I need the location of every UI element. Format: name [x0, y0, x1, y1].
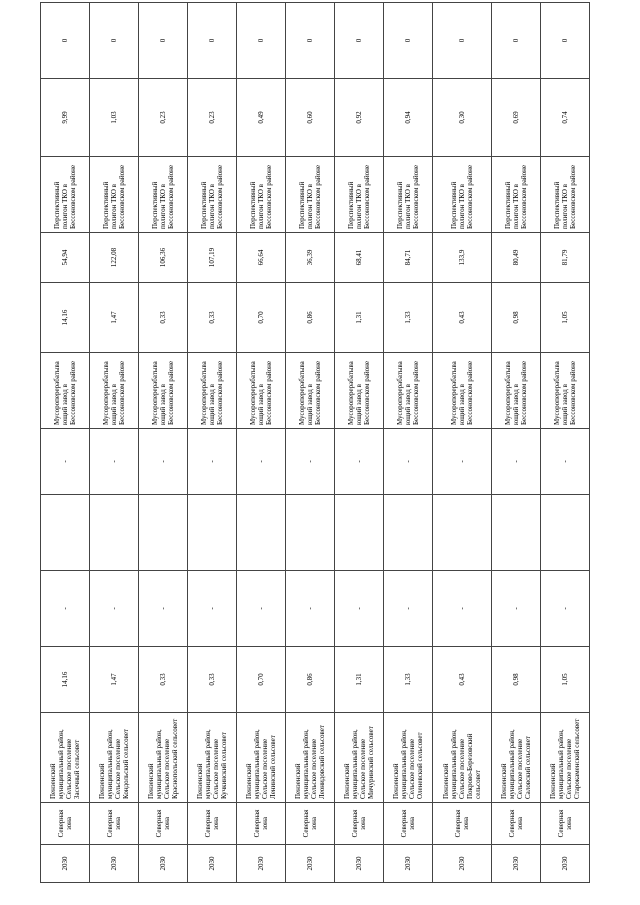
dash-cell-2: -: [540, 429, 589, 495]
landfill-cell: Перспективный полигон ТКО в Бессоновском районе: [285, 157, 334, 233]
empty-cell-1: [383, 495, 432, 571]
settlement-cell: Пензенский муниципальный район, Сельское поселение Кучкинский сельсовет: [187, 713, 236, 803]
distance-cell: 84,71: [383, 233, 432, 283]
dash-cell-2: -: [334, 429, 383, 495]
landfill-cell: Перспективный полигон ТКО в Бессоновском районе: [138, 157, 187, 233]
dash-cell-1: -: [492, 571, 541, 647]
volume-cell: 0,86: [285, 647, 334, 713]
table-row: [285, 3, 334, 883]
year-cell: 2030: [236, 845, 285, 883]
disposal-volume-cell: 0,94: [383, 79, 432, 157]
operator-cell: Мусороперерабатывающий завод в Бессоновском районе: [89, 353, 138, 429]
distance-cell: 107,19: [187, 233, 236, 283]
year-cell: 2030: [285, 845, 334, 883]
residual-cell: 0: [540, 3, 589, 79]
settlement-cell: Пензенский муниципальный район, Сельское поселение Ленинский сельсовет: [236, 713, 285, 803]
volume-cell: 0,43: [432, 647, 492, 713]
zone-cell: Северная зона: [383, 803, 432, 845]
settlement-cell: Пензенский муниципальный район, Сельское поселение Саловский сельсовет: [492, 713, 541, 803]
disposal-volume-cell: 0,60: [285, 79, 334, 157]
year-cell: 2030: [41, 845, 90, 883]
distance-cell: 133,9: [432, 233, 492, 283]
disposal-volume-cell: 0,49: [236, 79, 285, 157]
landfill-cell: Перспективный полигон ТКО в Бессоновском районе: [41, 157, 90, 233]
empty-cell-1: [138, 495, 187, 571]
settlement-cell: Пензенский муниципальный район, Сельское поселение Мичуринский сельсовет: [334, 713, 383, 803]
distance-cell: 81,79: [540, 233, 589, 283]
table-row: [334, 3, 383, 883]
table-row: [540, 3, 589, 883]
disposal-volume-cell: 0,23: [138, 79, 187, 157]
zone-cell: Северная зона: [187, 803, 236, 845]
year-cell: 2030: [138, 845, 187, 883]
dash-cell-2: -: [492, 429, 541, 495]
volume-cell: 0,33: [187, 647, 236, 713]
dash-cell-1: -: [236, 571, 285, 647]
processed-volume-cell: 0,70: [236, 283, 285, 353]
distance-cell: 106,36: [138, 233, 187, 283]
settlement-cell: Пензенский муниципальный район, Сельское поселение Краснопольский сельсовет: [138, 713, 187, 803]
year-cell: 2030: [89, 845, 138, 883]
disposal-volume-cell: 1,03: [89, 79, 138, 157]
operator-cell: Мусороперерабатывающий завод в Бессоновском районе: [432, 353, 492, 429]
landfill-cell: Перспективный полигон ТКО в Бессоновском районе: [432, 157, 492, 233]
dash-cell-2: -: [41, 429, 90, 495]
table-row: [187, 3, 236, 883]
waste-flow-table: [40, 2, 590, 883]
empty-cell-1: [41, 495, 90, 571]
residual-cell: 0: [432, 3, 492, 79]
residual-cell: 0: [492, 3, 541, 79]
distance-cell: 80,49: [492, 233, 541, 283]
zone-cell: Северная зона: [138, 803, 187, 845]
zone-cell: Северная зона: [236, 803, 285, 845]
table-row: [383, 3, 432, 883]
table-row: [89, 3, 138, 883]
empty-cell-1: [236, 495, 285, 571]
zone-cell: Северная зона: [334, 803, 383, 845]
settlement-cell: Пензенский муниципальный район, Сельское поселение Леонидовский сельсовет: [285, 713, 334, 803]
disposal-volume-cell: 0,30: [432, 79, 492, 157]
residual-cell: 0: [187, 3, 236, 79]
processed-volume-cell: 14,16: [41, 283, 90, 353]
disposal-volume-cell: 9,99: [41, 79, 90, 157]
zone-cell: Северная зона: [41, 803, 90, 845]
dash-cell-2: -: [187, 429, 236, 495]
year-cell: 2030: [383, 845, 432, 883]
landfill-cell: Перспективный полигон ТКО в Бессоновском районе: [187, 157, 236, 233]
dash-cell-1: -: [41, 571, 90, 647]
table-row: [41, 3, 90, 883]
distance-cell: 36,39: [285, 233, 334, 283]
table-row: [492, 3, 541, 883]
dash-cell-2: -: [285, 429, 334, 495]
disposal-volume-cell: 0,23: [187, 79, 236, 157]
table-row: [236, 3, 285, 883]
dash-cell-2: -: [89, 429, 138, 495]
dash-cell-2: -: [236, 429, 285, 495]
zone-cell: Северная зона: [432, 803, 492, 845]
operator-cell: Мусороперерабатывающий завод в Бессоновском районе: [138, 353, 187, 429]
volume-cell: 14,16: [41, 647, 90, 713]
operator-cell: Мусороперерабатывающий завод в Бессоновском районе: [334, 353, 383, 429]
volume-cell: 0,33: [138, 647, 187, 713]
disposal-volume-cell: 0,74: [540, 79, 589, 157]
zone-cell: Северная зона: [540, 803, 589, 845]
empty-cell-1: [89, 495, 138, 571]
landfill-cell: Перспективный полигон ТКО в Бессоновском районе: [492, 157, 541, 233]
processed-volume-cell: 0,33: [187, 283, 236, 353]
residual-cell: 0: [334, 3, 383, 79]
empty-cell-1: [540, 495, 589, 571]
volume-cell: 0,70: [236, 647, 285, 713]
dash-cell-1: -: [285, 571, 334, 647]
residual-cell: 0: [383, 3, 432, 79]
processed-volume-cell: 1,33: [383, 283, 432, 353]
operator-cell: Мусороперерабатывающий завод в Бессоновском районе: [383, 353, 432, 429]
operator-cell: Мусороперерабатывающий завод в Бессоновском районе: [492, 353, 541, 429]
empty-cell-1: [432, 495, 492, 571]
zone-cell: Северная зона: [492, 803, 541, 845]
residual-cell: 0: [41, 3, 90, 79]
year-cell: 2030: [492, 845, 541, 883]
dash-cell-1: -: [89, 571, 138, 647]
residual-cell: 0: [285, 3, 334, 79]
volume-cell: 1,33: [383, 647, 432, 713]
year-cell: 2030: [334, 845, 383, 883]
settlement-cell: Пензенский муниципальный район, Сельское поселение Покрово-Березовский сельсовет: [432, 713, 492, 803]
zone-cell: Северная зона: [89, 803, 138, 845]
dash-cell-2: -: [432, 429, 492, 495]
dash-cell-1: -: [334, 571, 383, 647]
operator-cell: Мусороперерабатывающий завод в Бессоновском районе: [236, 353, 285, 429]
processed-volume-cell: 0,33: [138, 283, 187, 353]
distance-cell: 68,41: [334, 233, 383, 283]
residual-cell: 0: [236, 3, 285, 79]
volume-cell: 1,05: [540, 647, 589, 713]
table-row: [138, 3, 187, 883]
dash-cell-1: -: [383, 571, 432, 647]
settlement-cell: Пензенский муниципальный район, Сельское поселение Оленевский сельсовет: [383, 713, 432, 803]
zone-cell: Северная зона: [285, 803, 334, 845]
operator-cell: Мусороперерабатывающий завод в Бессоновском районе: [285, 353, 334, 429]
empty-cell-1: [285, 495, 334, 571]
operator-cell: Мусороперерабатывающий завод в Бессоновском районе: [41, 353, 90, 429]
rotated-table-wrapper: [40, 23, 590, 883]
landfill-cell: Перспективный полигон ТКО в Бессоновском районе: [383, 157, 432, 233]
processed-volume-cell: 0,98: [492, 283, 541, 353]
year-cell: 2030: [540, 845, 589, 883]
processed-volume-cell: 1,31: [334, 283, 383, 353]
landfill-cell: Перспективный полигон ТКО в Бессоновском районе: [236, 157, 285, 233]
dash-cell-1: -: [540, 571, 589, 647]
dash-cell-1: -: [187, 571, 236, 647]
disposal-volume-cell: 0,92: [334, 79, 383, 157]
processed-volume-cell: 0,43: [432, 283, 492, 353]
distance-cell: 66,64: [236, 233, 285, 283]
table-body: [41, 3, 590, 883]
disposal-volume-cell: 0,69: [492, 79, 541, 157]
landfill-cell: Перспективный полигон ТКО в Бессоновском районе: [540, 157, 589, 233]
volume-cell: 1,47: [89, 647, 138, 713]
processed-volume-cell: 1,05: [540, 283, 589, 353]
table-row: [432, 3, 492, 883]
dash-cell-2: -: [383, 429, 432, 495]
settlement-cell: Пензенский муниципальный район, Сельское поселение Старокаменский сельсовет: [540, 713, 589, 803]
landfill-cell: Перспективный полигон ТКО в Бессоновском районе: [334, 157, 383, 233]
empty-cell-1: [187, 495, 236, 571]
operator-cell: Мусороперерабатывающий завод в Бессоновском районе: [187, 353, 236, 429]
processed-volume-cell: 1,47: [89, 283, 138, 353]
settlement-cell: Пензенский муниципальный район, Сельское поселение Засечный сельсовет: [41, 713, 90, 803]
residual-cell: 0: [89, 3, 138, 79]
empty-cell-1: [334, 495, 383, 571]
year-cell: 2030: [187, 845, 236, 883]
dash-cell-1: -: [138, 571, 187, 647]
distance-cell: 54,94: [41, 233, 90, 283]
processed-volume-cell: 0,86: [285, 283, 334, 353]
distance-cell: 122,08: [89, 233, 138, 283]
residual-cell: 0: [138, 3, 187, 79]
landfill-cell: Перспективный полигон ТКО в Бессоновском районе: [89, 157, 138, 233]
settlement-cell: Пензенский муниципальный район, Сельское поселение Кондольский сельсовет: [89, 713, 138, 803]
dash-cell-1: -: [432, 571, 492, 647]
volume-cell: 1,31: [334, 647, 383, 713]
dash-cell-2: -: [138, 429, 187, 495]
empty-cell-1: [492, 495, 541, 571]
volume-cell: 0,98: [492, 647, 541, 713]
year-cell: 2030: [432, 845, 492, 883]
operator-cell: Мусороперерабатывающий завод в Бессоновском районе: [540, 353, 589, 429]
